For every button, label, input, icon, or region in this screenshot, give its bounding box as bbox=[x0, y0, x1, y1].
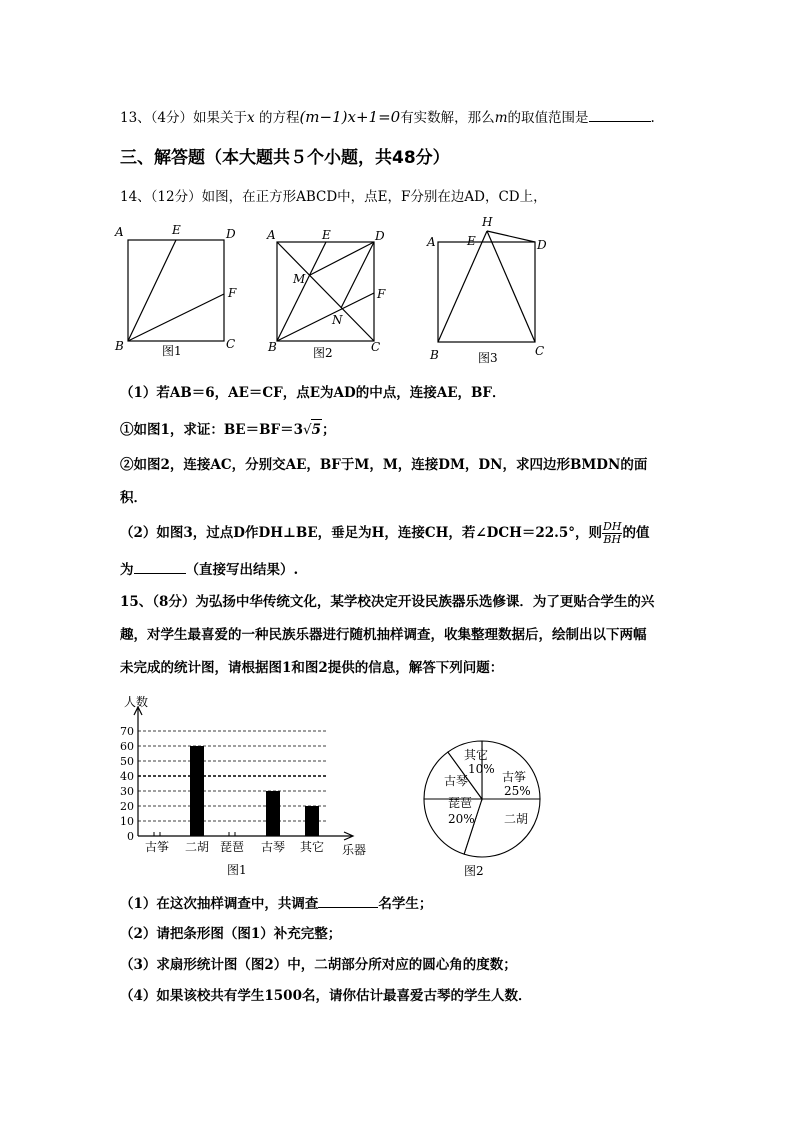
fig3-line-bh bbox=[438, 231, 487, 342]
fig1-line-be bbox=[128, 240, 176, 341]
fig1-label-a: A bbox=[115, 225, 124, 239]
q14-figures bbox=[110, 214, 560, 364]
fig1-label-f: F bbox=[228, 286, 237, 300]
q15-q1-pre: （1）在这次抽样调查中，共调查 bbox=[120, 896, 319, 912]
q15-q1-post: 名学生； bbox=[378, 896, 433, 912]
q13-text3: 的取值范围是 bbox=[507, 110, 589, 126]
fig1-square bbox=[128, 240, 224, 341]
pie-slice-pct: 25% bbox=[504, 784, 531, 798]
pie-slice-label: 古琴 bbox=[444, 774, 469, 788]
q14-sqrt-radicand: 5 bbox=[311, 419, 322, 440]
q15-line3: 未完成的统计图，请根据图1和图2提供的信息，解答下列问题： bbox=[120, 660, 504, 676]
q15-q1-blank[interactable] bbox=[318, 893, 378, 908]
fig2-line-dm bbox=[310, 242, 374, 275]
pie-slice-label: 琵琶 bbox=[448, 796, 473, 810]
q14-part2-end: 的值 bbox=[622, 525, 650, 541]
bar-ytick: 70 bbox=[120, 725, 134, 738]
q14-part1-i: ①如图1，求证：BE＝BF＝3√5； bbox=[120, 419, 336, 440]
q13-equation: (m−1)x+1=0 bbox=[299, 108, 401, 126]
q14-intro: 14、（12分）如图，在正方形ABCD中，点E，F分别在边AD，CD上， bbox=[120, 189, 547, 205]
pie-chart bbox=[412, 737, 552, 882]
fig3-line-ch bbox=[487, 231, 535, 342]
q14-part2 bbox=[120, 521, 649, 546]
bar-ytick: 0 bbox=[127, 830, 134, 843]
fig2-line-ac bbox=[277, 242, 374, 341]
fig1-label-c: C bbox=[226, 337, 236, 351]
bar-ytick: 20 bbox=[120, 800, 134, 813]
pie-slice-pct: 10% bbox=[468, 762, 495, 776]
fig3-label-a: A bbox=[427, 235, 436, 249]
fig3-line-dh bbox=[487, 231, 535, 242]
pie-slice-label: 二胡 bbox=[504, 812, 529, 826]
bar-chart bbox=[110, 688, 380, 878]
fig1-label-d: D bbox=[226, 227, 236, 241]
pie-slice-pct: 20% bbox=[448, 812, 475, 826]
q14-part1: （1）若AB＝6，AE＝CF，点E为AD的中点，连接AE，BF． bbox=[120, 385, 506, 401]
fig2-label-m: M bbox=[293, 272, 306, 286]
bar-ytick: 60 bbox=[120, 740, 134, 753]
fig3-label-h: H bbox=[482, 215, 493, 229]
q15-q3: （3）求扇形统计图（图2）中，二胡部分所对应的圆心角的度数； bbox=[120, 957, 517, 973]
q15-q4: （4）如果该校共有学生1500名，请你估计最喜爱古琴的学生人数． bbox=[120, 988, 532, 1004]
bar-category-label: 二胡 bbox=[184, 840, 210, 854]
bar-category-label: 其它 bbox=[299, 840, 325, 854]
q13-prefix: 13、（4分）如果关于 bbox=[120, 110, 248, 126]
fig3-caption: 图3 bbox=[478, 351, 498, 364]
q14-answer-blank[interactable] bbox=[134, 559, 186, 574]
q14-part2-answer-post: （直接写出结果）. bbox=[185, 562, 299, 578]
fig3-square bbox=[438, 242, 535, 342]
fig2-label-b: B bbox=[268, 340, 277, 354]
bar-category-label: 古琴 bbox=[260, 840, 286, 854]
q14-part1-ii: ②如图2，连接AC，分别交AE，BF于M，M，连接DM，DN，求四边形BMDN的面 bbox=[120, 457, 648, 473]
fig2-label-n: N bbox=[332, 313, 343, 327]
fig2-line-dn bbox=[341, 242, 374, 308]
bar-ylabel: 人数 bbox=[124, 695, 149, 709]
fig2-caption: 图2 bbox=[313, 346, 333, 360]
q14-part1-ii-cont: 积． bbox=[120, 490, 147, 506]
fig1-label-b: B bbox=[115, 339, 124, 353]
fig1-line-bf bbox=[128, 294, 224, 341]
q14-frac-num: DH bbox=[603, 520, 622, 533]
q13-line bbox=[120, 107, 655, 128]
fig3-label-b: B bbox=[430, 348, 439, 362]
q13-text2: 有实数解，那么 bbox=[400, 110, 495, 126]
fig2-label-c: C bbox=[371, 340, 381, 354]
pie-slice-label: 其它 bbox=[464, 748, 489, 762]
fig2-line-bf bbox=[277, 293, 374, 341]
q14-part1-i-text: ①如图1，求证：BE＝BF＝3 bbox=[120, 422, 303, 438]
bar-category-label: 琵琶 bbox=[219, 840, 245, 854]
q13-mid: 的方程 bbox=[254, 110, 300, 126]
fig2-label-e: E bbox=[322, 228, 331, 242]
bar-xlabel: 乐器 bbox=[342, 843, 367, 857]
pie-slice-label: 古筝 bbox=[502, 770, 527, 784]
bar-ytick: 50 bbox=[120, 755, 134, 768]
q14-fraction bbox=[602, 521, 622, 546]
section-title: 三、解答题（本大题共５个小题，共48分） bbox=[120, 148, 450, 168]
fig3-label-e: E bbox=[467, 234, 476, 248]
fig2-label-f: F bbox=[377, 287, 386, 301]
bar-ytick: 30 bbox=[120, 785, 134, 798]
fig2-label-d: D bbox=[375, 229, 385, 243]
bar-ytick: 40 bbox=[120, 770, 134, 783]
q13-answer-blank[interactable] bbox=[589, 107, 651, 122]
q13-var-x: x bbox=[247, 110, 255, 126]
q15-q2: （2）请把条形图（图1）补充完整； bbox=[120, 926, 342, 942]
bar-1 bbox=[190, 746, 204, 836]
q15-line1: 15、（8分）为弘扬中华传统文化，某学校决定开设民族器乐选修课．为了更贴合学生的兴 bbox=[120, 594, 655, 610]
q14-part1-i-end: ； bbox=[322, 422, 336, 438]
q14-part2-answer bbox=[120, 559, 298, 580]
fig3-label-c: C bbox=[535, 344, 545, 358]
bar-caption: 图1 bbox=[227, 863, 247, 877]
q14-part2-text: （2）如图3，过点D作DH⊥BE，垂足为H，连接CH，若∠DCH＝22.5°，则 bbox=[120, 525, 603, 541]
q14-frac-den: BH bbox=[603, 533, 622, 546]
fig1-label-e: E bbox=[172, 223, 181, 237]
bar-ytick: 10 bbox=[120, 815, 134, 828]
fig2-label-a: A bbox=[267, 228, 276, 242]
q15-q1 bbox=[120, 893, 432, 914]
q14-part2-answer-pre: 为 bbox=[120, 562, 134, 578]
q13-var-m: m bbox=[494, 110, 508, 126]
pie-caption: 图2 bbox=[464, 864, 484, 878]
bar-category-label: 古筝 bbox=[144, 840, 170, 854]
bar-4 bbox=[305, 806, 319, 836]
fig2-line-be bbox=[277, 242, 326, 341]
q15-line2: 趣，对学生最喜爱的一种民族乐器进行随机抽样调查，收集整理数据后，绘制出以下两幅 bbox=[120, 627, 647, 643]
fig1-caption: 图1 bbox=[162, 344, 182, 358]
fig3-label-d: D bbox=[537, 238, 547, 252]
q13-end: . bbox=[650, 110, 655, 126]
bar-3 bbox=[266, 791, 280, 836]
